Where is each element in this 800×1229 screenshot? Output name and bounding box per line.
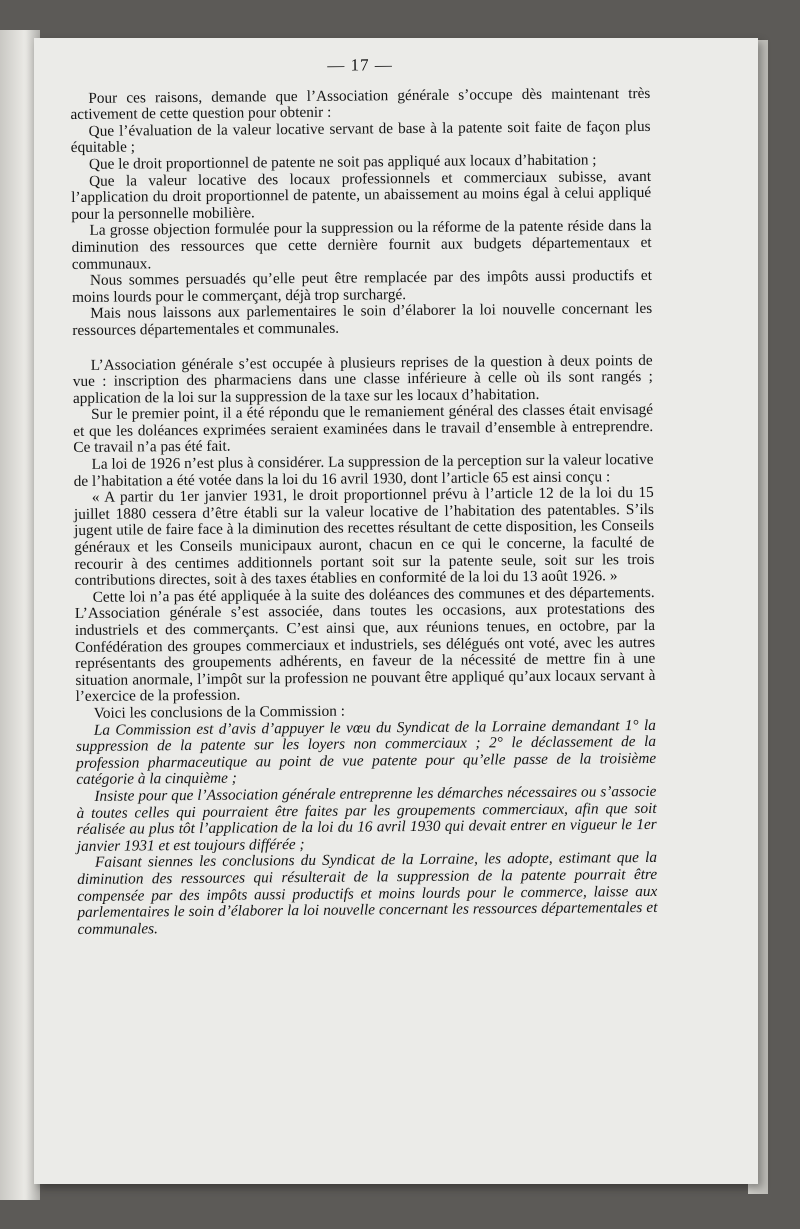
conclusion-paragraph: La Commission est d’avis d’appuyer le vœu du Syndicat de la Lorraine demandant 1° la suppression de la patente sur les loyers non commerciaux ; 2° le déclassement de la profession pharmaceutique au point de vue patente pour qu’elle passe de la troisième catégorie à la cinquième ; (75, 716, 657, 789)
page-content (70, 55, 658, 938)
paragraph: Voici les conclusions de la Commission : (93, 702, 346, 722)
paragraph: Mais nous laissons aux parlementaires le soin d’élaborer la loi nouvelle concernant les ressources départementales et communales. (72, 300, 653, 339)
paragraph: L’Association générale s’est occupée à plusieurs reprises de la question à deux points de vue : inscription des pharmaciens dans une classe inférieure à celle où ils sont rangés ; application de la loi sur la suppression de la taxe sur les locaux d’habitation. (72, 351, 653, 407)
paragraph: Que l’évaluation de la valeur locative servant de base à la patente soit faite de façon plus équitable ; (70, 117, 651, 157)
conclusion-paragraph: Insiste pour que l’Association générale entreprenne les démarches nécessaires ou s’associe à toutes celles qui pourraient être faites par les groupements commerciaux, afin que soit réalisée au plus tôt l’application de la loi du 16 avril 1930 qui devait entrer en vigueur le 1er janvier 1931 et est toujours différée ; (76, 782, 657, 855)
paragraph: Que le droit proportionnel de patente ne soit pas appliqué aux locaux d’habitation ; (88, 151, 597, 173)
paragraph: Que la valeur locative des locaux professionnels et commerciaux subisse, avant l’application du droit proportionnel de patente, un abaissement au moins égal à celui appliqué pour la personnelle mobilière. (71, 167, 652, 223)
conclusion-paragraph: Faisant siennes les conclusions du Syndicat de la Lorraine, les adopte, estimant que la diminution des ressources qui résulterait de la suppression de la patente pourrait être compensée par des impôts aussi productifs et moins lourds pour le commerce, laisse aux parlementaires le soin d’élaborer la loi nouvelle concernant les ressources départementales et communales. (77, 849, 658, 938)
paragraph: Cette loi n’a pas été appliquée à la suite des doléances des communes et des départements. L’Association générale s’est associée, dans toutes les occasions, aux protestations des industriels et des commerçants. C’est ainsi que, aux réunions tenues, en octobre, par la Confédération des groupes commerciaux et industriels, ses délégués ont voté, avec les autres représentants des groupements adhérents, en faveur de la nécessité de mettre fin à une situation anormale, l’impôt sur la profession ne pouvant être appliqué qu’aux locaux servant à l’exercice de la profession. (74, 583, 656, 706)
paragraph: La loi de 1926 n’est plus à considérer. La suppression de la perception sur la valeur locative de l’habitation a été votée dans la loi du 16 avril 1930, dont l’article 65 est ainsi conçu : (73, 450, 654, 490)
page-number: — 17 — (327, 55, 393, 75)
law-quotation: « A partir du 1er janvier 1931, le droit proportionnel prévu à l’article 12 de la loi du 15 juillet 1880 cessera d’être établi sur la valeur locative de l’habitation des patentables. S’ils jugent utile de faire face à la diminution des recettes résultant de cette disposition, les Conseils généraux et les Conseils municipaux auront, chacun en ce qui le concerne, la faculté de recourir à des centimes additionnels portant soit sur la patente seule, soit sur les trois contributions directes, soit à des taxes établies en conformité de la loi du 13 août 1926. » (73, 484, 655, 590)
paragraph: Pour ces raisons, demande que l’Association générale s’occupe dès maintenant très activement de cette question pour obtenir : (70, 84, 651, 124)
paragraph: La grosse objection formulée pour la suppression ou la réforme de la patente réside dans la diminution des ressources que cette dernière fournit aux budgets départementaux et communaux. (71, 217, 652, 273)
paragraph: Sur le premier point, il a été répondu que le remaniement général des classes était envisagé et que les doléances exprimées seraient examinées dans le travail d’ensemble à entreprendre. Ce travail n’a pas été fait. (73, 401, 654, 457)
paragraph: Nous sommes persuadés qu’elle peut être remplacée par des impôts aussi productifs et moins lourds pour le commerçant, déjà trop surchargé. (71, 267, 652, 306)
